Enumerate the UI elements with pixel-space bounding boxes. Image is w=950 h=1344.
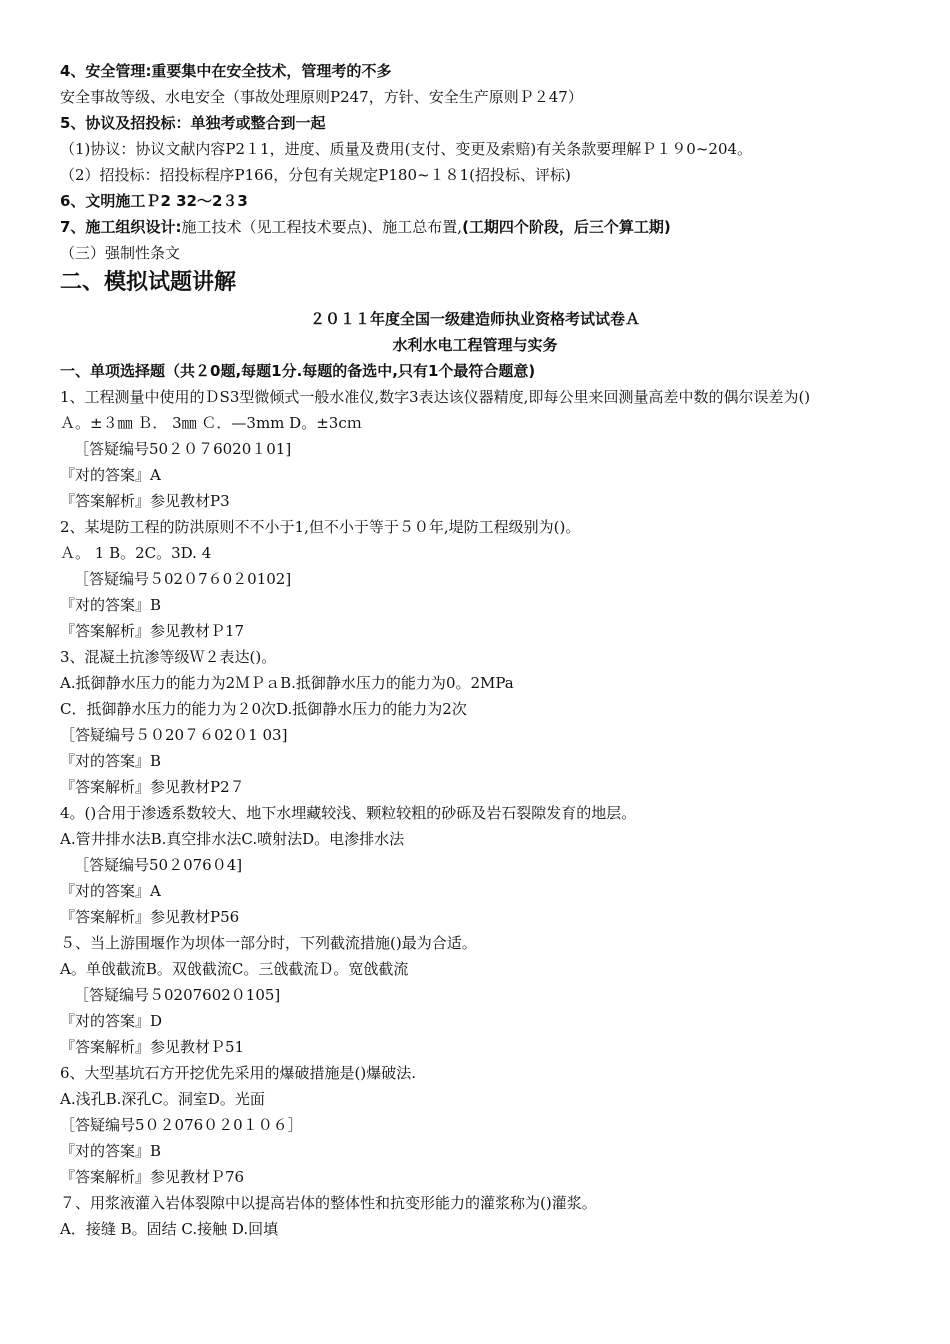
outline-item-7 — [60, 214, 910, 240]
outline-item-5-2: （2）招投标：招投标程序P166，分包有关规定P180~１８1(招投标、评标) — [60, 166, 571, 184]
outline-item-3-mandatory: （三）强制性条文 — [60, 244, 181, 262]
question-3-code: ［答疑编号５０20７６02０1 03] — [60, 726, 288, 744]
question-1-explanation: 『答案解析』参见教材P3 — [60, 492, 230, 510]
question-7-options: A．接缝 B。固结 C.接触 D.回填 — [60, 1220, 279, 1238]
question-4-explanation: 『答案解析』参见教材P56 — [60, 908, 240, 926]
part-heading: 一、单项选择题（共２0题,每题1分.每题的备选中,只有1个最符合题意) — [60, 362, 536, 380]
question-4-answer: 『对的答案』A — [60, 882, 161, 900]
outline-item-6: 6、文明施工Ｐ2 32～2３3 — [60, 192, 248, 210]
question-2-stem: 2、某堤防工程的防洪原则不不小于1,但不小于等于５０年,堤防工程级别为()。 — [60, 518, 581, 536]
question-6-explanation: 『答案解析』参见教材Ｐ76 — [60, 1168, 245, 1186]
question-4-options: A.管井排水法B.真空排水法C.喷射法D。电渗排水法 — [60, 830, 405, 848]
question-6-code: ［答疑编号5０２076０２0１０６］ — [60, 1116, 303, 1134]
question-3-options-cd: C．抵御静水压力的能力为２0次D.抵御静水压力的能力为2次 — [60, 700, 467, 718]
question-3-explanation: 『答案解析』参见教材P2７ — [60, 778, 245, 796]
outline-item-4-detail: 安全事故等级、水电安全（事故处理原则P247，方针、安全生产原则Ｐ２47） — [60, 88, 583, 106]
question-2-answer: 『对的答案』B — [60, 596, 162, 614]
outline-item-7-head: 7、施工组织设计: — [60, 218, 182, 236]
outline-item-5-1: （1)协议：协议文献内容P2１1，进度、质量及费用(支付、变更及索赔)有关条款要理解Ｐ１９0~204。 — [60, 140, 753, 158]
question-5-stem: ５、当上游围堰作为坝体一部分时，下列截流措施()最为合适。 — [60, 934, 477, 952]
question-4-stem: 4。()合用于渗透系数较大、地下水埋藏较浅、颗粒较粗的砂砾及岩石裂隙发育的地层。 — [60, 804, 637, 822]
question-3-answer: 『对的答案』B — [60, 752, 162, 770]
question-2-explanation: 『答案解析』参见教材Ｐ17 — [60, 622, 245, 640]
question-6-stem: 6、大型基坑石方开挖优先采用的爆破措施是()爆破法. — [60, 1064, 417, 1082]
exam-subtitle: 水利水电工程管理与实务 — [392, 336, 558, 354]
outline-item-4: 4、安全管理:重要集中在安全技术，管理考的不多 — [60, 62, 392, 80]
question-4-code: ［答疑编号50２076０4] — [74, 856, 243, 874]
question-1-answer: 『对的答案』A — [60, 466, 161, 484]
question-3-options-ab: A.抵御静水压力的能力为2ＭＰａB.抵御静水压力的能力为0。2MPa — [60, 674, 514, 692]
question-6-options: A.浅孔B.深孔C。洞室D。光面 — [60, 1090, 265, 1108]
outline-item-7-tail: (工期四个阶段，后三个算工期) — [462, 218, 671, 236]
exam-title: ２０１１年度全国一级建造师执业资格考试试卷Ａ — [309, 310, 640, 328]
section-title: 二、模拟试题讲解 — [60, 270, 237, 295]
question-7-stem: ７、用浆液灌入岩体裂隙中以提高岩体的整体性和抗变形能力的灌浆称为()灌浆。 — [60, 1194, 597, 1212]
question-5-options: A。单戗截流B。双戗截流C。三戗截流Ｄ。宽戗截流 — [60, 960, 409, 978]
outline-item-7-body: 施工技术（见工程技术要点)、施工总布置, — [181, 218, 463, 236]
question-2-code: ［答疑编号５02０7６0２0102] — [74, 570, 292, 588]
question-1-options: Ａ。±３㎜ Ｂ． 3㎜ Ｃ．—3mm D。±3cｍ — [60, 414, 362, 432]
question-2-options: Ａ。 1 B。2C。3D. 4 — [60, 544, 212, 562]
outline-item-5: 5、协议及招投标：单独考或整合到一起 — [60, 114, 326, 132]
question-5-code: ［答疑编号５0207602０105] — [74, 986, 281, 1004]
question-5-explanation: 『答案解析』参见教材Ｐ51 — [60, 1038, 245, 1056]
question-1-stem: 1、工程测量中使用的ＤS3型微倾式一般水准仪,数字3表达该仪器精度,即每公里来回测量高差中数的偶尔误差为() — [60, 388, 811, 406]
question-3-stem: 3、混凝土抗渗等级Ｗ２表达()。 — [60, 648, 277, 666]
question-5-answer: 『对的答案』D — [60, 1012, 163, 1030]
question-1-code: ［答疑编号50２０７6020１01] — [74, 440, 292, 458]
question-6-answer: 『对的答案』B — [60, 1142, 162, 1160]
